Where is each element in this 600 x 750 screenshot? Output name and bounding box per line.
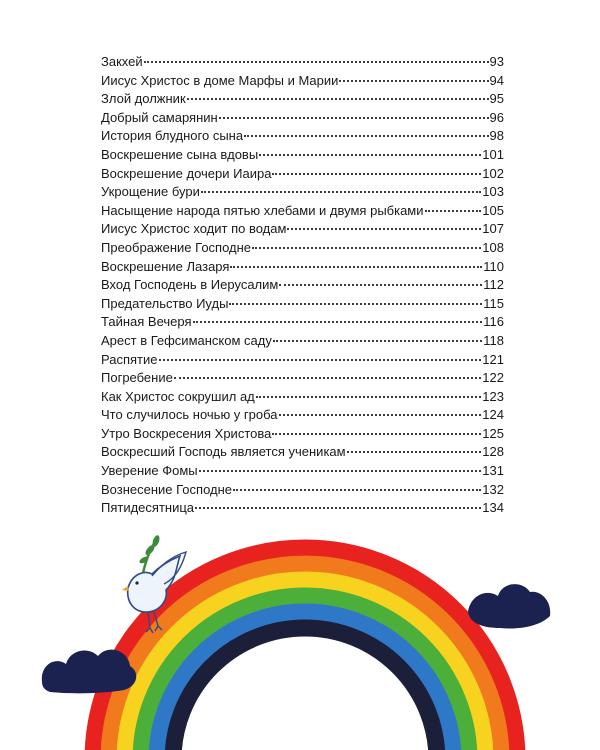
toc-entry-page: 122 [482,370,504,386]
toc-entry-page: 124 [482,407,504,423]
toc-entry-page: 107 [482,221,504,237]
toc-entry-page: 103 [482,184,504,200]
toc-entry-page: 125 [482,425,504,441]
toc-entry-page: 118 [483,332,504,348]
toc-entry-title: Тайная Вечеря [101,314,192,330]
toc-entry-title: Закхей [101,54,143,69]
toc-entry-page: 123 [482,388,504,404]
toc-entry-page: 128 [482,444,504,460]
toc-entry-page: 94 [489,72,504,88]
toc-entry-title: Добрый самарянин [101,109,218,125]
toc-entry-title: Иисус Христос ходит по водам [101,221,287,237]
toc-entry-title: Воскрешение дочери Иаира [101,165,272,181]
toc-entry-page: 101 [482,146,504,162]
toc-entry-page: 131 [482,463,504,479]
toc-entry-title: Погребение [101,370,173,386]
toc-entry-title: Что случилось ночью у гроба [101,407,278,423]
toc-entry-page: 95 [489,91,504,107]
toc-entry-page: 96 [489,109,504,125]
toc-entry-title: Распятие [101,351,158,367]
toc-entry-title: История блудного сына [101,128,244,144]
toc-entry-title: Арест в Гефсиманском саду [101,332,272,348]
cloud-left [42,650,136,694]
toc-entry-title: Укрощение бури [101,184,200,200]
toc-entry-title: Вознесение Господне [101,481,233,497]
toc-entry-title: Пятидесятница [101,500,195,516]
toc-entry-page: 105 [482,202,504,218]
toc-entry-title: Иисус Христос в доме Марфы и Марии [101,72,339,88]
toc-entry-page: 110 [483,258,504,274]
toc-entry-page: 134 [482,500,504,516]
toc-entry-page: 115 [483,295,504,311]
toc-entry-title: Утро Воскресения Христова [101,425,272,441]
toc-entry-title: Воскресший Господь является ученикам [101,444,346,460]
toc-entry-page: 121 [482,351,504,367]
toc-entry-page: 93 [489,54,504,69]
toc-entry-page: 102 [482,165,504,181]
toc-entry-page: 108 [482,239,504,255]
toc-entry-title: Злой должник [101,91,186,107]
toc-entry-page: 98 [489,128,504,144]
toc-entry-title: Преображение Господне [101,239,252,255]
toc-entry-page: 132 [482,481,504,497]
toc-entry-page: 116 [483,314,504,330]
toc-entry-title: Предательство Иуды [101,295,229,311]
toc-entry-title: Как Христос сокрушил ад [101,388,255,404]
toc-entry-title: Насыщение народа пятью хлебами и двумя рыбками [101,202,424,218]
toc-entry-title: Воскрешение сына вдовы [101,146,259,162]
toc-entry-title: Воскрешение Лазаря [101,258,230,274]
toc-entry-page: 112 [483,277,504,293]
cloud-right [468,584,550,628]
toc-entry-title: Уверение Фомы [101,463,198,479]
toc-entry-title: Вход Господень в Иерусалим [101,277,279,293]
